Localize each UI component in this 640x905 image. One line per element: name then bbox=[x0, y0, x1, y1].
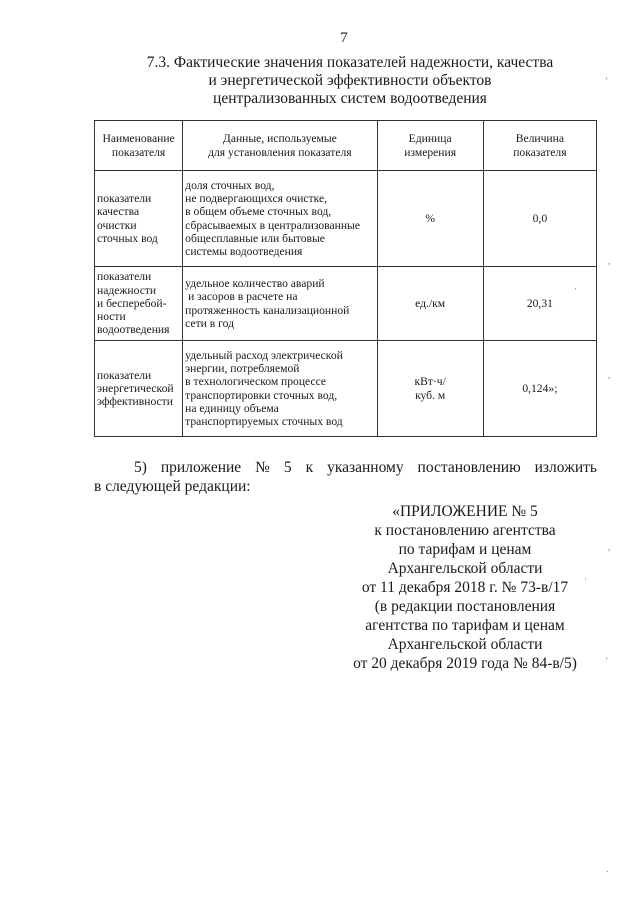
row-name: показатели энергетической эффективности bbox=[95, 341, 183, 437]
appendix-line: по тарифам и ценам bbox=[398, 541, 532, 558]
row-value: 0,124»; bbox=[483, 341, 596, 437]
header-name: Наименование показателя bbox=[95, 121, 183, 171]
row-value: 20,31 bbox=[483, 267, 596, 341]
section-title bbox=[90, 54, 610, 108]
appendix-line: от 11 декабря 2018 г. № 73-в/17 bbox=[361, 579, 569, 596]
appendix-line: (в редакции постановления bbox=[374, 598, 556, 615]
table-row bbox=[95, 341, 597, 437]
appendix-line: от 20 декабря 2019 года № 84-в/5) bbox=[353, 655, 577, 672]
paragraph-line: в следующей редакции: bbox=[94, 478, 251, 495]
scan-speck: , bbox=[608, 370, 611, 380]
title-line: централизованных систем водоотведения bbox=[213, 90, 487, 107]
amendment-paragraph bbox=[94, 458, 597, 496]
page-number: 7 bbox=[340, 30, 348, 46]
scan-speck: ' bbox=[606, 76, 608, 86]
appendix-line: Архангельской области bbox=[387, 560, 543, 577]
paragraph-word: изложить bbox=[534, 459, 597, 476]
row-source: удельное количество аварий и засоров в расчете на протяженность канализационной сети в год bbox=[183, 267, 377, 341]
header-value: Величина показателя bbox=[483, 121, 596, 171]
table-row bbox=[95, 171, 597, 267]
appendix-line: Архангельской области bbox=[387, 636, 543, 653]
appendix-line: агентства по тарифам и ценам bbox=[365, 617, 565, 634]
table-header-row bbox=[95, 121, 597, 171]
appendix-header bbox=[330, 502, 600, 673]
paragraph-line bbox=[94, 458, 597, 477]
paragraph-word: указанному bbox=[327, 459, 404, 476]
header-source: Данные, используемые для установления показателя bbox=[183, 121, 377, 171]
scan-speck: · bbox=[584, 574, 587, 584]
row-source: доля сточных вод, не подвергающихся очистке, в общем объеме сточных вод, сбрасываемых в централизованные общесплавные или бытовые системы водоотведения bbox=[183, 171, 377, 267]
paragraph-word: № bbox=[255, 459, 270, 476]
scan-speck: ' bbox=[606, 656, 608, 666]
table-row bbox=[95, 267, 597, 341]
scan-speck: . bbox=[606, 864, 609, 874]
row-source: удельный расход электрической энергии, потребляемой в технологическом процессе транспортировки сточных вод, на единицу объема транспортируемых сточных вод bbox=[183, 341, 377, 437]
paragraph-word: 5 bbox=[283, 459, 292, 476]
appendix-line: «ПРИЛОЖЕНИЕ № 5 bbox=[392, 503, 538, 520]
row-unit: кВт·ч/ куб. м bbox=[377, 341, 483, 437]
row-name: показатели качества очистки сточных вод bbox=[95, 171, 183, 267]
scan-speck: , bbox=[608, 542, 611, 552]
paragraph-word: 5) bbox=[134, 459, 147, 476]
appendix-line: к постановлению агентства bbox=[374, 522, 556, 539]
header-unit: Единица измерения bbox=[377, 121, 483, 171]
row-name: показатели надежности и бесперебой- ности водоотведения bbox=[95, 267, 183, 341]
title-line: 7.3. Фактические значения показателей надежности, качества bbox=[146, 54, 554, 71]
row-unit: ед./км bbox=[377, 267, 483, 341]
paragraph-word: приложение bbox=[160, 459, 242, 476]
scan-speck: , bbox=[608, 256, 611, 266]
indicators-table bbox=[94, 120, 597, 437]
row-value: 0,0 bbox=[483, 171, 596, 267]
row-unit: % bbox=[377, 171, 483, 267]
title-line: и энергетической эффективности объектов bbox=[208, 72, 492, 89]
paragraph-word: к bbox=[305, 459, 314, 476]
scan-speck: · bbox=[574, 284, 577, 294]
paragraph-word: постановлению bbox=[417, 459, 521, 476]
